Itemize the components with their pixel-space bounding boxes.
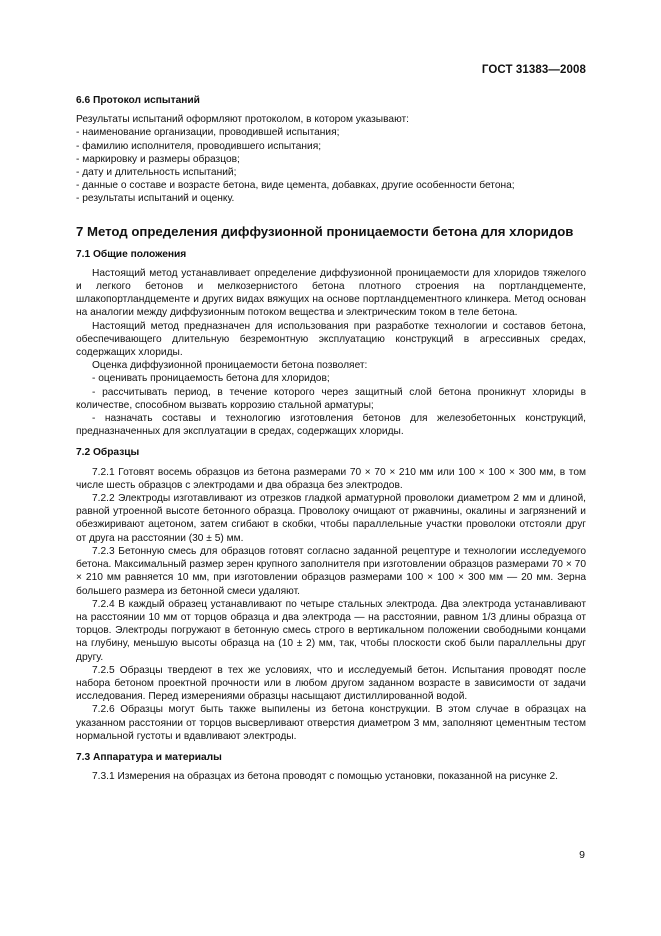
paragraph: Настоящий метод устанавливает определение диффузионной проницаемости для хлоридов тяжелого и легкого бетонов и мелкозернистого бетона плотного строения на портландцементе, шлакопортландцементе и других видах вяжущих на основе портландцементного клинкера. Метод основан на аналогии между диффузионным потоком вещества и электрическим током в теле бетона. (76, 267, 586, 319)
list-item: - назначать составы и технологию изготовления бетонов для железобетонных конструкций, предназначенных для эксплуатации в средах, содержащих хлориды. (76, 413, 586, 438)
paragraph: Настоящий метод предназначен для использования при разработке технологии и составов бетона, обеспечивающего длительную безремонтную эксплуатацию конструкций в агрессивных средах, содержащих хлориды. (76, 320, 586, 359)
section-7-2-title: 7.2 Образцы (76, 447, 140, 459)
paragraph: 7.2.4 В каждый образец устанавливают по четыре стальных электрода. Два электрода устанавливают на расстоянии 10 мм от торцов образца и два электрода — на расстоянии, равном 1/3 длины образца от торцов. Электроды погружают в бетонную смесь строго в вертикальном положении свободными концами на глубину, меньшую высоты образца на (10 ± 2) мм, так, чтобы плоскости скоб были параллельны друг другу. (76, 598, 586, 663)
paragraph: 7.3.1 Измерения на образцах из бетона проводят с помощью установки, показанной на рисунке 2. (92, 771, 558, 783)
paragraph: 7.2.3 Бетонную смесь для образцов готовят согласно заданной рецептуре и технологии исследуемого бетона. Максимальный размер зерен крупного заполнителя при изготовлении образцов размерами 70 × 70 × 210 мм равняется 10 мм, при изготовлении образцов размерами 100 × 100 × 300 мм — 20 мм. Зерна большего размера из бетонной смеси удаляют. (76, 545, 586, 597)
list-item: - рассчитывать период, в течение которого через защитный слой бетона проникнут хлориды в количестве, способном вызвать коррозию стальной арматуры; (76, 386, 586, 411)
section-6-6-intro: Результаты испытаний оформляют протоколом, в котором указывают: (76, 114, 409, 126)
standard-header: ГОСТ 31383—2008 (481, 64, 586, 76)
paragraph: 7.2.5 Образцы твердеют в тех же условиях, что и исследуемый бетон. Испытания проводят после набора бетоном проектной прочности или в любом другом заданном возрасте в зависимости от задачи исследования. Перед измерениями образцы насыщают дистиллированной водой. (76, 664, 586, 703)
list-item: - фамилию исполнителя, проводившего испытания; (76, 140, 322, 152)
section-7-title: 7 Метод определения диффузионной проницаемости бетона для хлоридов (76, 223, 574, 239)
section-6-6-title: 6.6 Протокол испытаний (76, 95, 200, 106)
section-7-1-title: 7.1 Общие положения (76, 248, 187, 260)
paragraph: 7.2.1 Готовят восемь образцов из бетона размерами 70 × 70 × 210 мм или 100 × 100 × 300 мм, в том числе шесть образцов с электродами и два образца без электродов. (76, 466, 586, 491)
paragraph: 7.2.6 Образцы могут быть также выпилены из бетона конструкции. В этом случае в образцах на указанном расстоянии от торцов высверливают отверстия диаметром 3 мм, заполняют цементным тестом нормальной густоты и вдавливают электроды. (76, 704, 586, 742)
list-item: - оценивать проницаемость бетона для хлоридов; (92, 373, 330, 385)
list-item: - маркировку и размеры образцов; (76, 153, 240, 165)
section-7-3-title: 7.3 Аппаратура и материалы (76, 751, 222, 763)
paragraph: 7.2.2 Электроды изготавливают из отрезков гладкой арматурной проволоки диаметром 2 мм и длиной, равной утроенной высоте бетонного образца. Проволоку очищают от ржавчины, окалины и загрязнений и обезжиривают ацетоном, затем сгибают в скобки, чтобы параллельные участки проволоки отстояли друг от друга на расстоянии (30 ± 5) мм. (76, 493, 586, 544)
document-body (76, 94, 586, 783)
page-number: 9 (579, 849, 585, 861)
list-item: - дату и длительность испытаний; (76, 167, 237, 179)
list-item: - наименование организации, проводившей испытания; (76, 127, 340, 139)
paragraph: Оценка диффузионной проницаемости бетона позволяет: (92, 360, 368, 372)
list-item: - результаты испытаний и оценку. (76, 193, 235, 205)
list-item: - данные о составе и возрасте бетона, виде цемента, добавках, другие особенности бетона; (76, 180, 515, 192)
